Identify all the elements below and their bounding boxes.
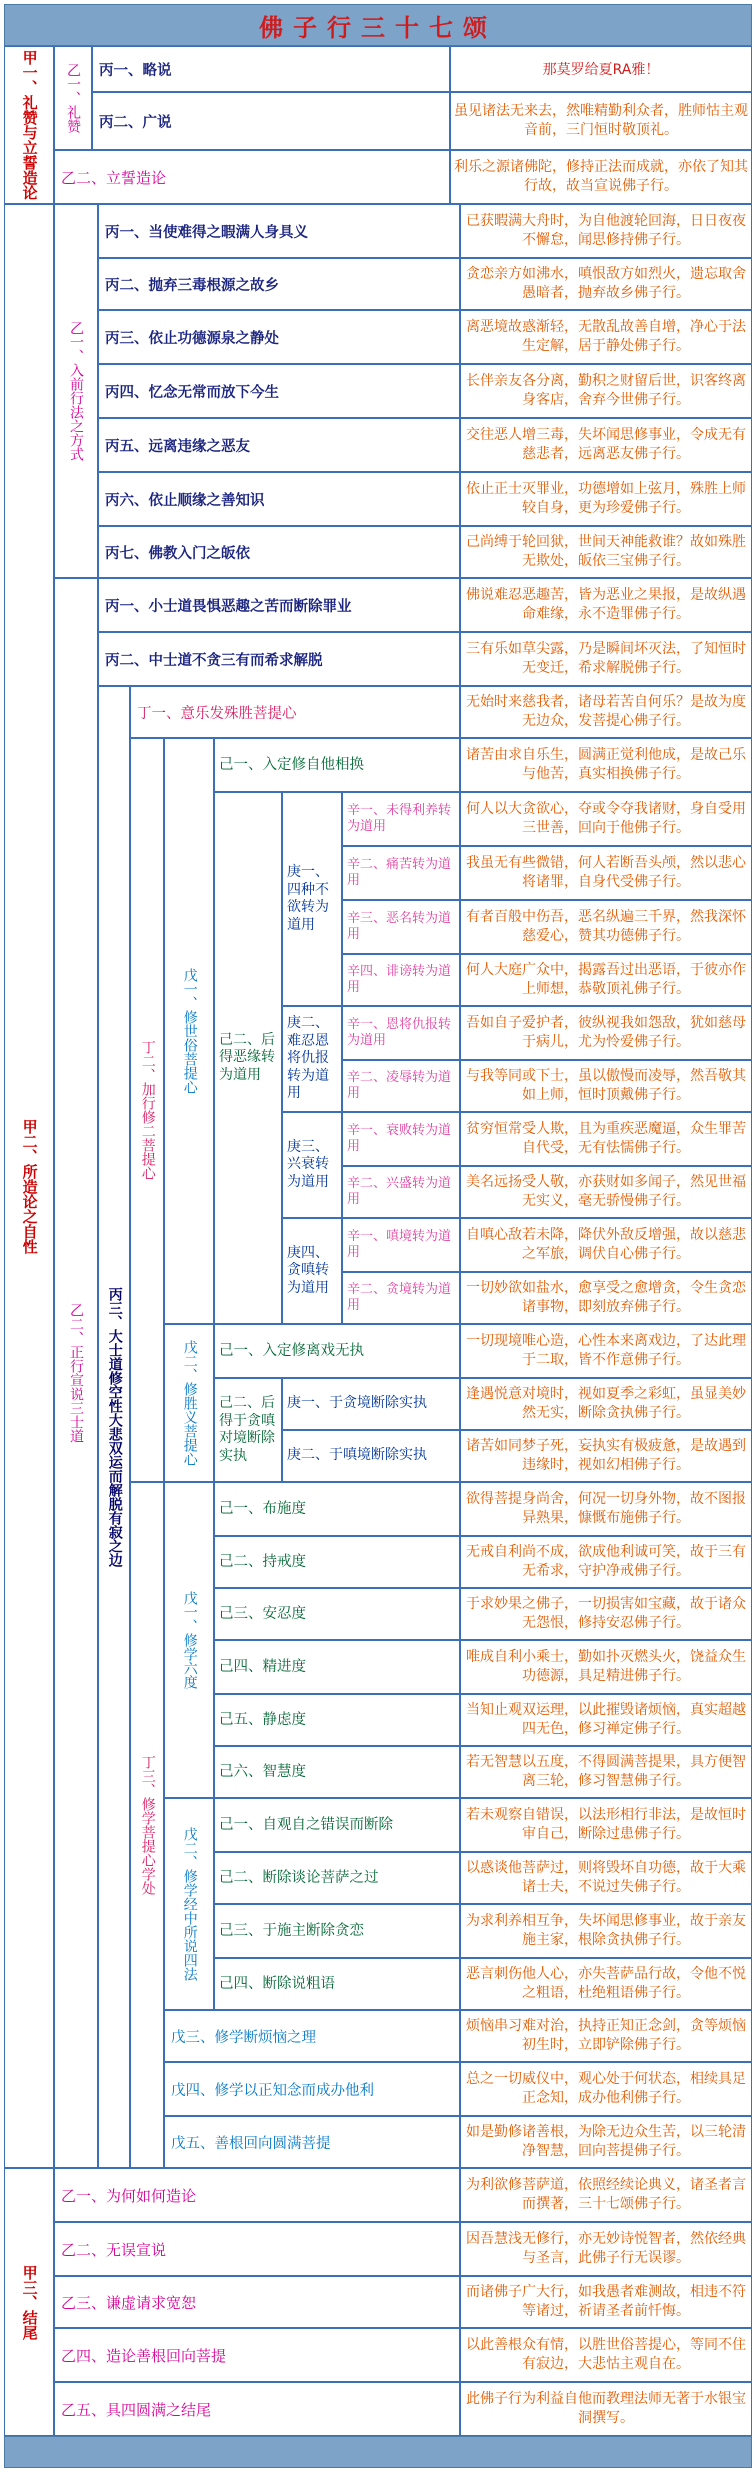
section-c8: 丙一、小士道畏惧恶趣之苦而断除罪业 <box>98 578 460 632</box>
footer-bar <box>4 2436 752 2468</box>
section-p5: 己五、静虑度 <box>214 1694 460 1746</box>
verse-c8: 佛说难忍恶趣苦，皆为恶业之果报，是故纵遇命难缘，永不造罪佛子行。 <box>460 578 752 632</box>
verse-p1: 欲得菩提身尚舍，何况一切身外物，故不图报异熟果，慷慨布施佛子行。 <box>460 1482 752 1536</box>
verse-q3: 为求利养相互争，失坏闻思修事业，故于亲友施主家，根除贪执佛子行。 <box>460 1904 752 1958</box>
verse-a1-b1-c2: 虽见诸法无来去，然唯精勤利众者，胜师怙主观音前，三门恒时敬顶礼。 <box>450 92 752 150</box>
section-q1: 己一、自观自之错误而断除 <box>214 1798 460 1852</box>
section-g1: 庚一、四种不欲转为道用 <box>282 792 342 1006</box>
verse-h4: 何人大庭广众中，揭露吾过出恶语，于彼亦作上师想，恭敬顶礼佛子行。 <box>460 954 752 1006</box>
verse-p6: 若无智慧以五度，不得圆满菩提果，具方便智离三轮，修习智慧佛子行。 <box>460 1746 752 1798</box>
verse-p4: 唯成自利小乘士，勤如扑灭燃头火，饶益众生功德源，具足精进佛子行。 <box>460 1640 752 1694</box>
section-h5: 辛一、恩将仇报转为道用 <box>342 1006 460 1060</box>
section-g2: 庚二、难忍恩将仇报转为道用 <box>282 1006 342 1112</box>
section-b2: 乙二、正行宣说三士道 <box>54 578 98 2168</box>
section-h1: 辛一、未得利养转为道用 <box>342 792 460 846</box>
verse-c4: 长伴亲友各分离，勤积之财留后世，识客终离身客店，舍弃今世佛子行。 <box>460 364 752 418</box>
section-f1: 己一、入定修自他相换 <box>214 738 460 792</box>
section-a2: 甲二、所造论之自性 <box>4 204 54 2168</box>
section-r2: 乙二、无误宣说 <box>54 2222 460 2276</box>
section-c3: 丙三、依止功德源泉之静处 <box>98 310 460 364</box>
section-d2: 丁二、加行修二菩提心 <box>130 738 164 1482</box>
section-e2: 戊二、修胜义菩提心 <box>164 1324 214 1482</box>
section-r3: 乙三、谦虚请求宽恕 <box>54 2276 460 2328</box>
verse-h1: 何人以大贪欲心，夺或令夺我诸财，身自受用三世善，回向于他佛子行。 <box>460 792 752 846</box>
section-c10: 丙三、大士道修空性大悲双运而解脱有寂之边 <box>98 686 130 2168</box>
verse-r3: 而诸佛子广大行，如我愚者难测故，相违不符等诸过，祈请圣者前忏悔。 <box>460 2276 752 2328</box>
section-g4: 庚四、贪嗔转为道用 <box>282 1218 342 1324</box>
section-b1: 乙一、入前行法之方式 <box>54 204 98 578</box>
section-a1: 甲一、礼赞与立誓造论 <box>4 46 54 204</box>
verse-h9: 自嗔心敌若未降，降伏外敌反增强，故以慈悲之军旅，调伏自心佛子行。 <box>460 1218 752 1272</box>
verse-h8: 美名远扬受人敬，亦获财如多闻子，然见世福无实义，毫无骄慢佛子行。 <box>460 1166 752 1218</box>
verse-g5: 逢遇悦意对境时，视如夏季之彩虹，虽显美妙然无实，断除贪执佛子行。 <box>460 1378 752 1430</box>
section-d3: 丁三、修学菩提心学处 <box>130 1482 164 2168</box>
verse-c5: 交往恶人增三毒，失坏闻思修事业，令成无有慈悲者，远离恶友佛子行。 <box>460 418 752 472</box>
verse-p2: 无戒自利尚不成，欲成他利诚可笑，故于三有无希求，守护净戒佛子行。 <box>460 1536 752 1588</box>
verse-e5: 烦恼串习难对治，执持正知正念剑，贪等烦恼初生时，立即铲除佛子行。 <box>460 2010 752 2062</box>
section-a3: 甲三、结尾 <box>4 2168 54 2436</box>
verse-p5: 当知止观双运理，以此摧毁诸烦恼，真实超越四无色，修习禅定佛子行。 <box>460 1694 752 1746</box>
verse-q2: 以惑谈他菩萨过，则将毁坏自功德，故于大乘诸士夫，不说过失佛子行。 <box>460 1852 752 1904</box>
section-p4: 己四、精进度 <box>214 1640 460 1694</box>
verse-h3: 有者百般中伤吾，恶名纵遍三千界，然我深怀慈爱心，赞其功德佛子行。 <box>460 900 752 954</box>
verse-c6: 依止正士灭罪业，功德增如上弦月，殊胜上师较自身，更为珍爱佛子行。 <box>460 472 752 526</box>
section-q2: 己二、断除谈论菩萨之过 <box>214 1852 460 1904</box>
section-h6: 辛二、凌辱转为道用 <box>342 1060 460 1112</box>
section-p2: 己二、持戒度 <box>214 1536 460 1588</box>
verse-d1: 无始时来慈我者，诸母若苦自何乐？是故为度无边众，发菩提心佛子行。 <box>460 686 752 738</box>
verse-a1-b2: 利乐之源诸佛陀，修持正法而成就，亦依了知其行故，故当宣说佛子行。 <box>450 150 752 204</box>
verse-c1: 已获暇满大舟时，为自他渡轮回海，日日夜夜不懈怠，闻思修持佛子行。 <box>460 204 752 258</box>
section-h7: 辛一、衰败转为道用 <box>342 1112 460 1166</box>
section-q3: 己三、于施主断除贪恋 <box>214 1904 460 1958</box>
section-p3: 己三、安忍度 <box>214 1588 460 1640</box>
section-h4: 辛四、诽谤转为道用 <box>342 954 460 1006</box>
section-e5: 戊三、修学断烦恼之理 <box>164 2010 460 2062</box>
verse-q4: 恶言刺伤他人心，亦失菩萨品行故，令他不悦之粗语，杜绝粗语佛子行。 <box>460 1958 752 2010</box>
section-a1-b1: 乙一、礼赞 <box>54 46 92 150</box>
verse-r5: 此佛子行为利益自他而教理法师无著于水银宝洞撰写。 <box>460 2382 752 2436</box>
verse-q1: 若未观察自错误，以法形相行非法，是故恒时审自己，断除过患佛子行。 <box>460 1798 752 1852</box>
verse-g6: 诸苦如同梦子死，妄执实有极疲惫，是故遇到违缘时，视如幻相佛子行。 <box>460 1430 752 1482</box>
section-g6: 庚二、于嗔境断除实执 <box>282 1430 460 1482</box>
section-r5: 乙五、具四圆满之结尾 <box>54 2382 460 2436</box>
section-h9: 辛一、嗔境转为道用 <box>342 1218 460 1272</box>
verse-e7: 如是勤修诸善根，为除无边众生苦，以三轮清净智慧，回向菩提佛子行。 <box>460 2116 752 2168</box>
section-f3: 己一、入定修离戏无执 <box>214 1324 460 1378</box>
section-c4: 丙四、忆念无常而放下今生 <box>98 364 460 418</box>
section-g3: 庚三、兴衰转为道用 <box>282 1112 342 1218</box>
section-p1: 己一、布施度 <box>214 1482 460 1536</box>
section-h3: 辛三、恶名转为道用 <box>342 900 460 954</box>
verse-h10: 一切妙欲如盐水，愈享受之愈增贪，令生贪恋诸事物，即刻放弃佛子行。 <box>460 1272 752 1324</box>
verse-h6: 与我等同或下士，虽以傲慢而凌辱，然吾敬其如上师，恒时顶戴佛子行。 <box>460 1060 752 1112</box>
section-e4: 戊二、修学经中所说四法 <box>164 1798 214 2010</box>
section-h10: 辛二、贪境转为道用 <box>342 1272 460 1324</box>
section-e7: 戊五、善根回向圆满菩提 <box>164 2116 460 2168</box>
section-h2: 辛二、痛苦转为道用 <box>342 846 460 900</box>
verse-e6: 总之一切威仪中，观心处于何状态，相续具足正念知，成办他利佛子行。 <box>460 2062 752 2116</box>
section-e3: 戊一、修学六度 <box>164 1482 214 1798</box>
verse-h2: 我虽无有些微错，何人若断吾头颅，然以悲心将诸罪，自身代受佛子行。 <box>460 846 752 900</box>
verse-h5: 吾如自子爱护者，彼纵视我如怨敌，犹如慈母于病儿，尤为怜爱佛子行。 <box>460 1006 752 1060</box>
section-c7: 丙七、佛教入门之皈依 <box>98 526 460 578</box>
verse-r4: 以此善根众有情，以胜世俗菩提心，等同不住有寂边，大悲怙主观自在。 <box>460 2328 752 2382</box>
verse-p3: 于求妙果之佛子，一切损害如宝藏，故于诸众无怨恨，修持安忍佛子行。 <box>460 1588 752 1640</box>
verse-r1: 为利欲修菩萨道，依照经续论典义，诸圣者言而撰著，三十七颂佛子行。 <box>460 2168 752 2222</box>
section-q4: 己四、断除说粗语 <box>214 1958 460 2010</box>
page-title: 佛子行三十七颂 <box>4 4 752 46</box>
section-a1-b1-c1: 丙一、略说 <box>92 46 450 92</box>
section-c9: 丙二、中士道不贪三有而希求解脱 <box>98 632 460 686</box>
section-f4: 己二、后得于贪嗔对境断除实执 <box>214 1378 282 1482</box>
section-c1: 丙一、当使难得之暇满人身具义 <box>98 204 460 258</box>
section-a1-b2: 乙二、立誓造论 <box>54 150 450 204</box>
section-c5: 丙五、远离违缘之恶友 <box>98 418 460 472</box>
section-c6: 丙六、依止顺缘之善知识 <box>98 472 460 526</box>
verse-h7: 贫穷恒常受人欺，且为重疾恶魔逼，众生罪苦自代受，无有怯懦佛子行。 <box>460 1112 752 1166</box>
verse-a1-b1-c1: 那莫罗给夏RA雅！ <box>450 46 752 92</box>
section-h8: 辛二、兴盛转为道用 <box>342 1166 460 1218</box>
section-f2: 己二、后得恶缘转为道用 <box>214 792 282 1324</box>
section-a1-b1-c2: 丙二、广说 <box>92 92 450 150</box>
verse-r2: 因吾慧浅无修行，亦无妙诗悦智者，然依经典与圣言，此佛子行无误谬。 <box>460 2222 752 2276</box>
verse-c3: 离恶境故惑渐轻，无散乱故善自增，净心于法生定解，居于静处佛子行。 <box>460 310 752 364</box>
section-g5: 庚一、于贪境断除实执 <box>282 1378 460 1430</box>
section-r4: 乙四、造论善根回向菩提 <box>54 2328 460 2382</box>
verse-f1: 诸苦由求自乐生，圆满正觉利他成，是故己乐与他苦，真实相换佛子行。 <box>460 738 752 792</box>
verse-c2: 贪恋亲方如沸水，嗔恨敌方如烈火，遗忘取舍愚暗者，抛弃故乡佛子行。 <box>460 258 752 310</box>
verse-c7: 己尚缚于轮回狱，世间天神能救谁？故如殊胜无欺处，皈依三宝佛子行。 <box>460 526 752 578</box>
section-r1: 乙一、为何如何造论 <box>54 2168 460 2222</box>
section-d1: 丁一、意乐发殊胜菩提心 <box>130 686 460 738</box>
verse-c9: 三有乐如草尖露，乃是瞬间坏灭法，了知恒时无变迁，希求解脱佛子行。 <box>460 632 752 686</box>
section-c2: 丙二、抛弃三毒根源之故乡 <box>98 258 460 310</box>
section-e1: 戊一、修世俗菩提心 <box>164 738 214 1324</box>
verse-f3: 一切现境唯心造，心性本来离戏边，了达此理于二取，皆不作意佛子行。 <box>460 1324 752 1378</box>
section-p6: 己六、智慧度 <box>214 1746 460 1798</box>
section-e6: 戊四、修学以正知念而成办他利 <box>164 2062 460 2116</box>
